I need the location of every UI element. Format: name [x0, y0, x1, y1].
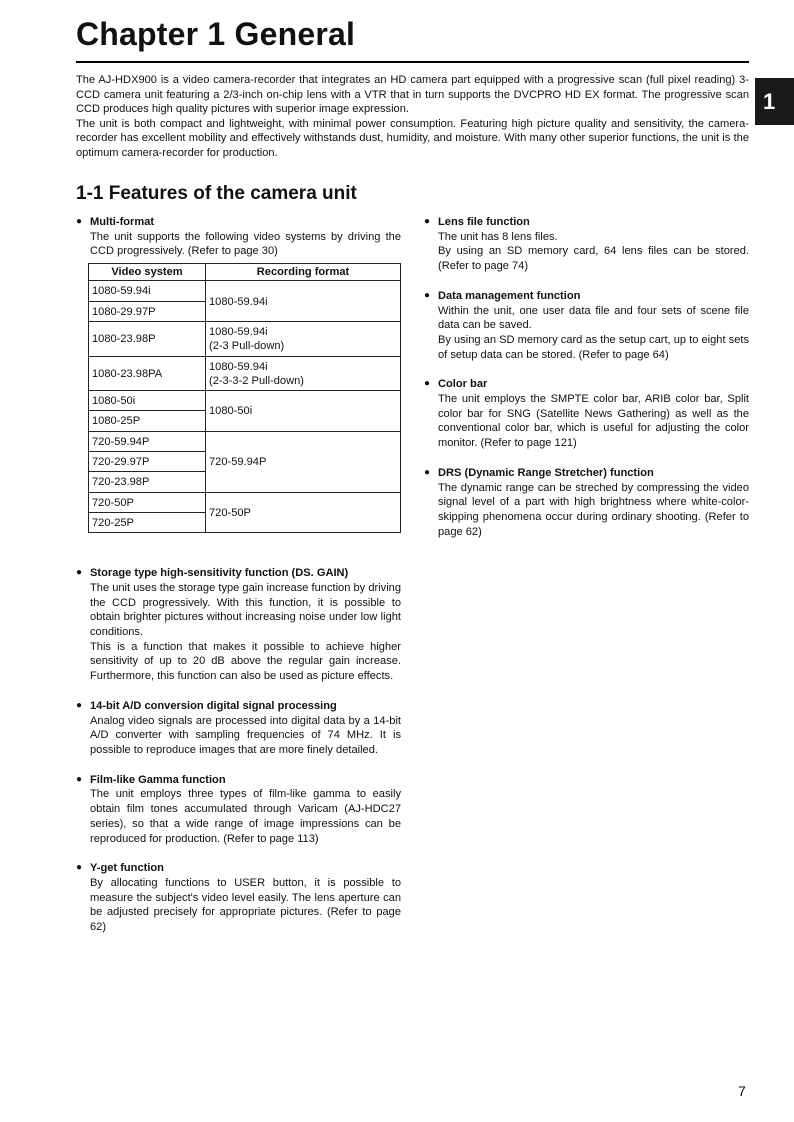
- feature-title: Storage type high-sensitivity function (DS. GAIN): [90, 567, 349, 580]
- feature-body: By using an SD memory card as the setup cart, up to eight sets of setup data can be stored. (Refer to page 64): [438, 333, 749, 361]
- feature-multi-format: [76, 215, 401, 533]
- feature-body: The unit employs the SMPTE color bar, ARIB color bar, Split color bar for SNG (Satellite News Gathering) as well as the conventional color bar, which is useful for adjusting the color monitor. (Refer to page 121): [438, 393, 749, 450]
- bullet-icon: ●: [424, 216, 431, 227]
- feature-title: Lens file function: [438, 216, 530, 228]
- feature-body: The unit supports the following video systems by driving the CCD progressively. (Refer to page 30): [90, 230, 401, 258]
- format-line: 1080-59.94i: [209, 295, 268, 308]
- recording-format-cell: [206, 322, 401, 357]
- recording-format-cell: [206, 391, 401, 432]
- feature-body: By using an SD memory card, 64 lens files can be stored. (Refer to page 74): [438, 245, 749, 273]
- chapter-tab: 1: [755, 78, 794, 125]
- bullet-icon: ●: [76, 773, 83, 785]
- feature-body: This is a function that makes it possible to achieve higher sensitivity of up to 20 dB above the regular gain increase. Furthermore, this function can also be used as picture effects.: [90, 640, 401, 683]
- format-line: (2-3 Pull-down): [209, 340, 285, 353]
- feature-body: Within the unit, one user data file and four sets of scene file data can be saved.: [438, 304, 749, 332]
- feature-data-management: [424, 289, 749, 363]
- intro-paragraph: The unit is both compact and lightweight, with minimal power consumption. Featuring high picture quality and sensitivity, the camera-recorder has excellent mobility and effectively withstands dust, humidity, and moisture. With many other superior functions, the unit is the optimum camera-recorder for production.: [76, 117, 749, 159]
- video-system-cell: 720-59.94P: [89, 431, 206, 451]
- format-line: 720-59.94P: [209, 456, 267, 469]
- recording-format-cell: [206, 281, 401, 322]
- feature-title: DRS (Dynamic Range Stretcher) function: [438, 466, 654, 479]
- bullet-icon: ●: [424, 466, 431, 478]
- recording-format-cell: [206, 492, 401, 533]
- video-system-cell: 1080-50i: [89, 391, 206, 411]
- format-line: 1080-59.94i: [209, 326, 268, 338]
- feature-title: Y-get function: [90, 862, 164, 875]
- bullet-icon: ●: [424, 378, 431, 390]
- chapter-title: Chapter 1 General: [76, 16, 356, 52]
- bullet-icon: ●: [76, 216, 83, 227]
- video-system-cell: 1080-25P: [89, 411, 206, 431]
- bullet-icon: ●: [424, 289, 431, 301]
- spacer: [76, 548, 401, 566]
- format-line: 720-50P: [209, 506, 251, 519]
- feature-y-get: [76, 861, 401, 935]
- section-title: 1-1 Features of the camera unit: [76, 183, 357, 204]
- feature-title: Color bar: [438, 378, 488, 391]
- video-system-cell: 1080-23.98PA: [89, 356, 206, 391]
- intro-text: [76, 73, 749, 161]
- feature-ds-gain: [76, 566, 401, 684]
- table-header: Video system: [89, 264, 206, 281]
- video-system-cell: 720-29.97P: [89, 452, 206, 472]
- bullet-icon: ●: [76, 862, 83, 874]
- feature-ad-conversion: [76, 699, 401, 758]
- table-header: Recording format: [206, 264, 401, 281]
- left-column: [76, 215, 401, 950]
- video-system-cell: 720-23.98P: [89, 472, 206, 492]
- recording-format-cell: [206, 356, 401, 391]
- feature-lens-file: [424, 215, 749, 274]
- feature-body: The unit uses the storage type gain increase function by driving the CCD progressively. With this function, it is possible to obtain brighter pictures without increasing noise under low light conditions.: [90, 581, 401, 639]
- feature-body: The dynamic range can be streched by compressing the video signal level of a part with high brightness where white-color-skipping phenomena occur during ordinary shooting. (Refer to page 62): [438, 481, 749, 538]
- format-line: 1080-59.94i: [209, 360, 268, 373]
- video-system-cell: 1080-59.94i: [89, 281, 206, 301]
- chapter-rule: [76, 61, 749, 63]
- right-column: [424, 215, 749, 554]
- feature-film-gamma: [76, 773, 401, 847]
- feature-color-bar: [424, 377, 749, 451]
- video-system-table: [88, 263, 401, 533]
- feature-title: Multi-format: [90, 216, 155, 228]
- bullet-icon: ●: [76, 567, 83, 579]
- video-system-cell: 720-25P: [89, 512, 206, 532]
- feature-title: 14-bit A/D conversion digital signal processing: [90, 699, 337, 712]
- feature-body: By allocating functions to USER button, it is possible to measure the subject's video level easily. The lens aperture can be adjusted precisely for appropriate pictures. (Refer to page 62): [90, 876, 401, 934]
- recording-format-cell: [206, 431, 401, 492]
- bullet-icon: ●: [76, 699, 83, 711]
- feature-body: Analog video signals are processed into digital data by a 14-bit A/D converter with sampling frequencies of 74 MHz. It is possible to reproduce images that are more finely detailed.: [90, 714, 401, 756]
- feature-drs: [424, 466, 749, 540]
- format-line: 1080-50i: [209, 405, 253, 418]
- feature-title: Film-like Gamma function: [90, 773, 226, 786]
- feature-title: Data management function: [438, 289, 581, 302]
- page-number: 7: [738, 1083, 746, 1099]
- video-system-cell: 1080-29.97P: [89, 301, 206, 321]
- feature-body: The unit employs three types of film-like gamma to easily obtain film tones accumulated through Varicam (AJ-HDC27 series), so that a wide range of image impressions can be reproduced for production. (Refer to page 113): [90, 788, 401, 845]
- intro-paragraph: The AJ-HDX900 is a video camera-recorder that integrates an HD camera part equipped with a progressive scan (full pixel reading) 3-CCD camera unit featuring a 2/3-inch on-chip lens with a VTR that in turn supports the DVCPRO HD EX format. The progressive scan CCD produces high quality pictures with superior image expression.: [76, 74, 749, 116]
- feature-body: The unit has 8 lens files.: [438, 230, 558, 243]
- format-line: (2-3-3-2 Pull-down): [209, 374, 304, 387]
- video-system-cell: 1080-23.98P: [89, 322, 206, 357]
- video-system-cell: 720-50P: [89, 492, 206, 512]
